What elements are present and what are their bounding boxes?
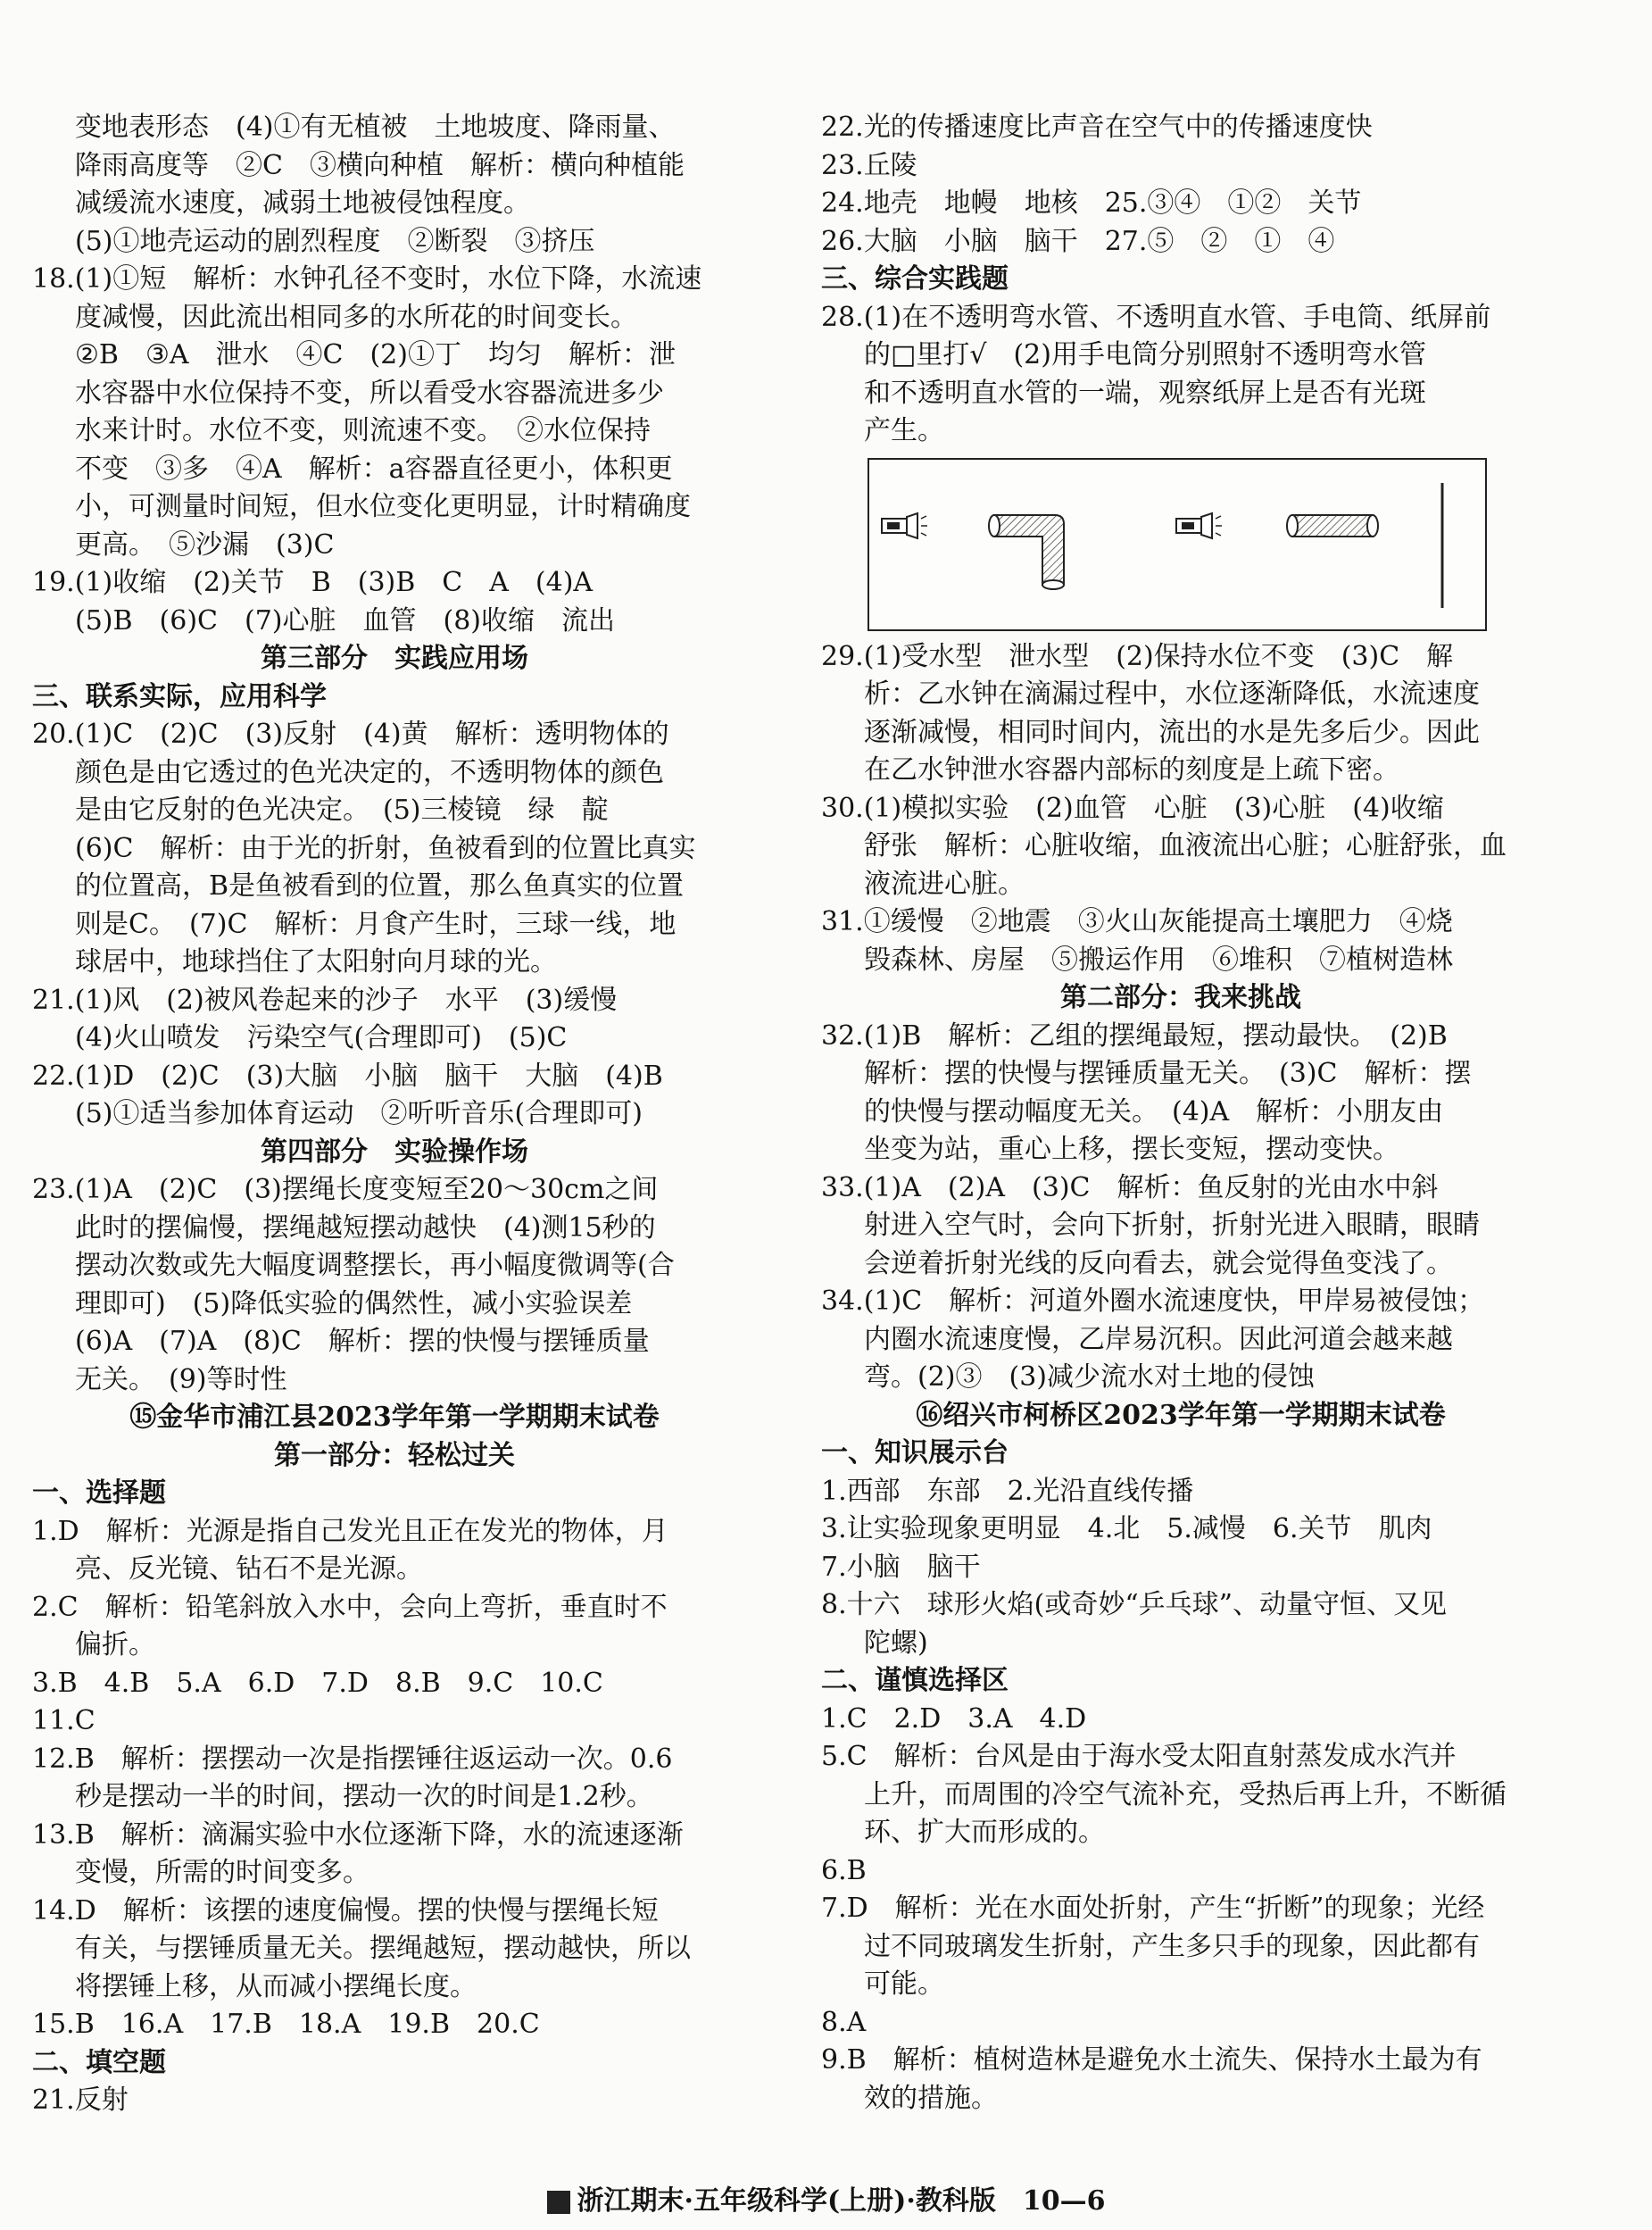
text-line: 更高。 ⑤沙漏 (3)C: [75, 528, 335, 561]
text-line: 12.B 解析：摆摆动一次是指摆锤往返运动一次。0.6: [32, 1743, 673, 1775]
text-line: 28.(1)在不透明弯水管、不透明直水管、手电筒、纸屏前: [821, 301, 1491, 333]
text-line: 和不透明直水管的一端，观察纸屏上是否有光斑: [864, 377, 1426, 409]
text-line: 亮、反光镜、钻石不是光源。: [75, 1553, 423, 1585]
text-line: 减缓流水速度，减弱土地被侵蚀程度。: [75, 187, 530, 219]
text-line: 液流进心脏。: [864, 868, 1025, 900]
text-line: 24.地壳 地幔 地核 25.③④ ①② 关节: [821, 187, 1362, 219]
text-line: 26.大脑 小脑 脑干 27.⑤ ② ① ④: [821, 225, 1335, 257]
text-line: 1.西部 东部 2.光沿直线传播: [821, 1475, 1194, 1507]
text-line: 33.(1)A (2)A (3)C 解析：鱼反射的光由水中斜: [821, 1171, 1439, 1203]
text-line: 舒张 解析：心脏收缩，血液流出心脏；心脏舒张，血: [864, 830, 1507, 861]
text-line: 效的措施。: [864, 2082, 998, 2114]
text-line: 产生。: [864, 415, 944, 446]
text-line: 理即可) (5)降低实验的偶然性，减小实验误差: [75, 1287, 633, 1319]
text-line: 二、填空题: [32, 2046, 166, 2078]
text-line: 3.B 4.B 5.A 6.D 7.D 8.B 9.C 10.C: [32, 1667, 603, 1699]
text-line: 9.B 解析：植树造林是避免水土流失、保持水土最为有: [821, 2044, 1482, 2076]
right-column-bottom: [821, 638, 1540, 2118]
text-line: 的□里打√ (2)用手电筒分别照射不透明弯水管: [864, 339, 1426, 370]
right-column: [821, 109, 1540, 2118]
text-line: 8.A: [821, 2006, 867, 2038]
text-line: 将摆锤上移，从而减小摆绳长度。: [75, 1970, 477, 2002]
text-line: 13.B 解析：滴漏实验中水位逐渐下降，水的流速逐渐: [32, 1818, 684, 1851]
text-line: 的位置高，B是鱼被看到的位置，那么鱼真实的位置: [75, 870, 685, 902]
text-line: 20.(1)C (2)C (3)反射 (4)黄 解析：透明物体的: [32, 719, 669, 750]
text-line: 变地表形态 (4)①有无植被 土地坡度、降雨量、: [75, 112, 676, 143]
text-line: 变慢，所需的时间变多。: [75, 1857, 369, 1888]
experiment-figure: [868, 458, 1487, 631]
text-line: 坐变为站，重心上移，摆长变短，摆动变快。: [864, 1134, 1399, 1165]
text-line: ⑯绍兴市柯桥区2023学年第一学期期末试卷: [916, 1399, 1446, 1431]
text-line: 析：乙水钟在滴漏过程中，水位逐渐降低，水流速度: [864, 678, 1480, 710]
flashlight-icon: [1176, 513, 1222, 538]
text-line: 7.D 解析：光在水面处折射，产生“折断”的现象；光经: [821, 1893, 1485, 1924]
text-line: 不变 ③多 ④A 解析：a容器直径更小，体积更: [75, 453, 673, 485]
text-line: 一、知识展示台: [821, 1437, 1009, 1469]
text-line: 1.D 解析：光源是指自己发光且正在发光的物体，月: [32, 1515, 668, 1547]
text-line: 颜色是由它透过的色光决定的，不透明物体的颜色: [75, 756, 664, 788]
text-line: 21.(1)风 (2)被风卷起来的沙子 水平 (3)缓慢: [32, 984, 618, 1016]
text-line: 5.C 解析：台风是由于海水受太阳直射蒸发成水汽并: [821, 1741, 1457, 1772]
experiment-figure-drawing: [869, 460, 1485, 629]
text-line: 可能。: [864, 1968, 944, 2000]
text-line: 度减慢，因此流出相同多的水所花的时间变长。: [75, 301, 637, 333]
text-line: 内圈水流速度慢，乙岸易沉积。因此河道会越来越: [864, 1323, 1453, 1355]
straight-pipe: [1287, 515, 1378, 537]
text-line: 7.小脑 脑干: [821, 1551, 981, 1583]
text-line: 15.B 16.A 17.B 18.A 19.B 20.C: [32, 2009, 540, 2040]
text-line: 的快慢与摆动幅度无关。 (4)A 解析：小朋友由: [864, 1095, 1444, 1127]
text-line: 30.(1)模拟实验 (2)血管 心脏 (3)心脏 (4)收缩: [821, 792, 1444, 824]
text-line: 陀螺): [864, 1627, 928, 1659]
text-line: 偏折。: [75, 1629, 155, 1660]
text-line: 第一部分：轻松过关: [274, 1439, 515, 1471]
text-line: 29.(1)受水型 泄水型 (2)保持水位不变 (3)C 解: [821, 640, 1454, 672]
right-column-top: [821, 109, 1540, 451]
text-line: (4)火山喷发 污染空气(合理即可) (5)C: [75, 1022, 568, 1053]
text-line: ②B ③A 泄水 ④C (2)①丁 均匀 解析：泄: [75, 339, 676, 370]
text-line: 弯。(2)③ (3)减少流水对土地的侵蚀: [864, 1361, 1315, 1393]
text-line: 在乙水钟泄水容器内部标的刻度是上疏下密。: [864, 754, 1399, 786]
text-line: 无关。 (9)等时性: [75, 1363, 287, 1395]
text-line: 环、扩大而形成的。: [864, 1817, 1105, 1848]
text-line: 23.丘陵: [821, 149, 917, 181]
text-line: 秒是摆动一半的时间，摆动一次的时间是1.2秒。: [75, 1781, 653, 1812]
text-line: 第四部分 实验操作场: [261, 1136, 528, 1168]
page-footer: [0, 2178, 1652, 2218]
text-line: (5)B (6)C (7)心脏 血管 (8)收缩 流出: [75, 604, 615, 637]
text-line: (6)A (7)A (8)C 解析：摆的快慢与摆锤质量: [75, 1326, 650, 1357]
text-line: 降雨高度等 ②C ③横向种植 解析：横向种植能: [75, 149, 685, 181]
text-line: 21.反射: [32, 2084, 129, 2116]
text-line: 2.C 解析：铅笔斜放入水中，会向上弯折，垂直时不: [32, 1591, 668, 1623]
text-line: 34.(1)C 解析：河道外圈水流速度快，甲岸易被侵蚀；: [821, 1286, 1485, 1317]
text-line: 22.(1)D (2)C (3)大脑 小脑 脑干 大脑 (4)B: [32, 1060, 663, 1092]
text-line: 1.C 2.D 3.A 4.D: [821, 1702, 1087, 1735]
bent-pipe: [989, 515, 1064, 589]
text-line: 第二部分：我来挑战: [1060, 982, 1301, 1013]
text-line: 23.(1)A (2)C (3)摆绳长度变短至20～30cm之间: [32, 1174, 659, 1205]
text-line: 8.十六 球形火焰(或奇妙“乒乓球”、动量守恒、又见: [821, 1589, 1448, 1620]
left-column: [32, 109, 757, 2120]
text-line: 球居中，地球挡住了太阳射向月球的光。: [75, 946, 557, 978]
text-line: 小，可测量时间短，但水位变化更明显，计时精确度: [75, 491, 691, 522]
text-line: 水容器中水位保持不变，所以看受水容器流进多少: [75, 377, 664, 409]
footer-square-icon: [547, 2191, 570, 2214]
text-line: 19.(1)收缩 (2)关节 B (3)B C A (4)A: [32, 567, 594, 598]
text-line: 过不同玻璃发生折射，产生多只手的现象，因此都有: [864, 1930, 1480, 1962]
text-line: 14.D 解析：该摆的速度偏慢。摆的快慢与摆绳长短: [32, 1894, 659, 1926]
text-line: 是由它反射的色光决定。 (5)三棱镜 绿 靛: [75, 795, 609, 826]
text-line: 上升，而周围的冷空气流补充，受热后再上升，不断循: [864, 1778, 1507, 1810]
text-line: 有关，与摆锤质量无关。摆绳越短，摆动越快，所以: [75, 1933, 691, 1964]
text-line: 11.C: [32, 1705, 95, 1736]
text-line: 三、联系实际，应用科学: [32, 680, 327, 712]
text-line: 此时的摆偏慢，摆绳越短摆动越快 (4)测15秒的: [75, 1211, 656, 1244]
text-line: 一、选择题: [32, 1477, 166, 1509]
text-line: 6.B: [821, 1854, 867, 1886]
text-line: (6)C 解析：由于光的折射，鱼被看到的位置比真实: [75, 832, 696, 864]
text-line: 22.光的传播速度比声音在空气中的传播速度快: [821, 112, 1373, 143]
text-line: 则是C。 (7)C 解析：月食产生时，三球一线，地: [75, 908, 677, 940]
text-line: 二、谨慎选择区: [821, 1665, 1009, 1696]
text-line: 第三部分 实践应用场: [261, 643, 528, 674]
text-line: 18.(1)①短 解析：水钟孔径不变时，水位下降，水流速: [32, 263, 702, 295]
text-line: 摆动次数或先大幅度调整摆长，再小幅度微调等(合: [75, 1250, 675, 1281]
text-line: 31.①缓慢 ②地震 ③火山灰能提高土壤肥力 ④烧: [821, 906, 1453, 937]
text-line: (5)①地壳运动的剧烈程度 ②断裂 ③挤压: [75, 225, 595, 257]
flashlight-icon: [882, 513, 927, 538]
footer-text: 浙江期末·五年级科学(上册)·教科版 10—6: [577, 2185, 1106, 2217]
text-line: 3.让实验现象更明显 4.北 5.减慢 6.关节 肌肉: [821, 1513, 1432, 1544]
text-line: 水来计时。水位不变，则流速不变。 ②水位保持: [75, 415, 651, 446]
text-line: ⑮金华市浦江县2023学年第一学期期末试卷: [129, 1402, 660, 1433]
text-line: (5)①适当参加体育运动 ②听听音乐(合理即可): [75, 1098, 643, 1129]
text-line: 32.(1)B 解析：乙组的摆绳最短，摆动最快。 (2)B: [821, 1019, 1448, 1052]
text-line: 会逆着折射光线的反向看去，就会觉得鱼变浅了。: [864, 1247, 1453, 1279]
text-line: 三、综合实践题: [821, 263, 1009, 295]
text-line: 毁森林、房屋 ⑤搬运作用 ⑥堆积 ⑦植树造林: [864, 944, 1453, 976]
text-line: 解析：摆的快慢与摆锤质量无关。 (3)C 解析：摆: [864, 1058, 1472, 1089]
text-line: 逐渐减慢，相同时间内，流出的水是先多后少。因此: [864, 716, 1480, 748]
text-line: 射进入空气时，会向下折射，折射光进入眼睛，眼睛: [864, 1210, 1480, 1241]
